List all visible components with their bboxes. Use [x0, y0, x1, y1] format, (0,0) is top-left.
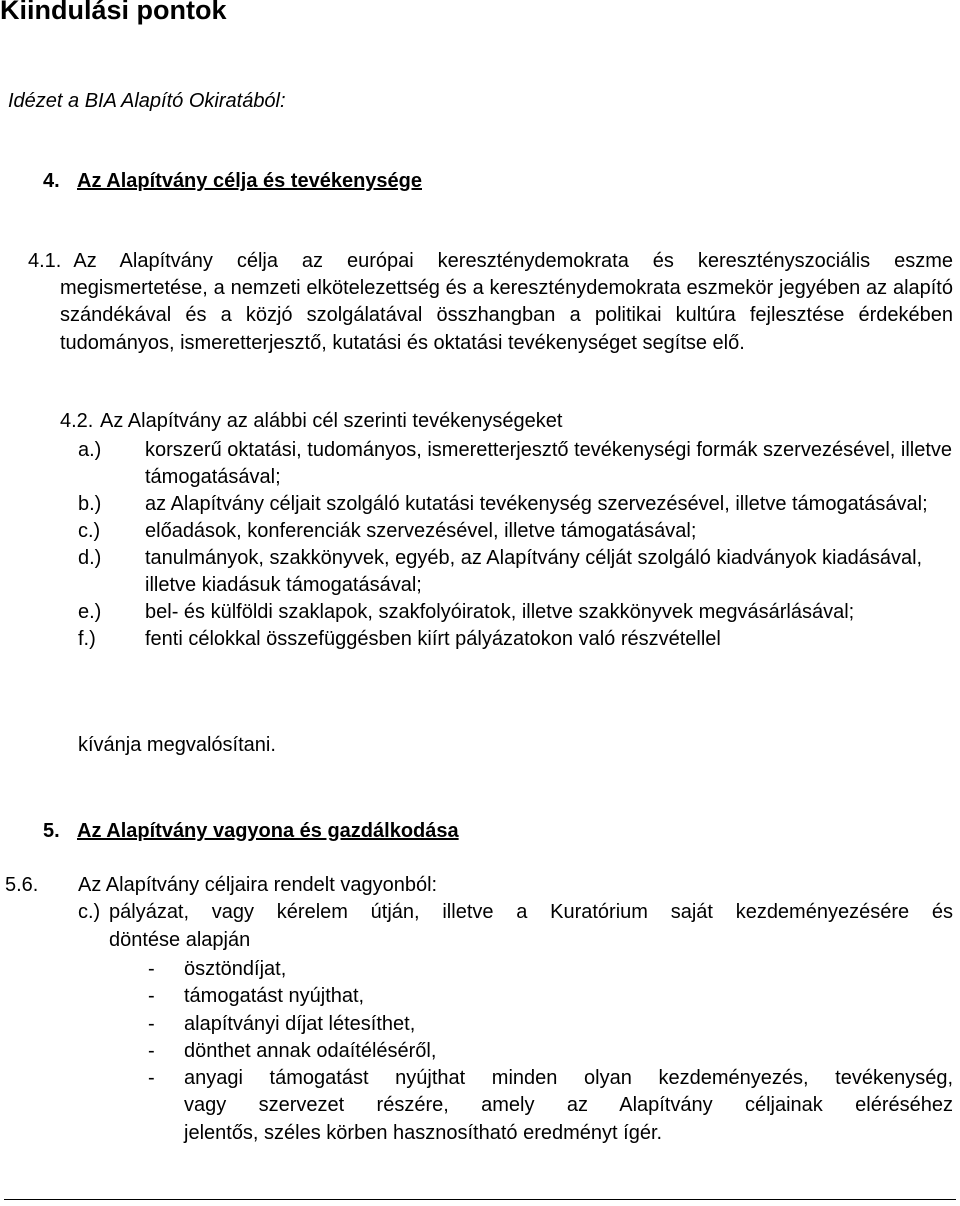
list-item-letter: c.)	[78, 520, 101, 542]
list-item-letter: e.)	[78, 601, 102, 623]
list-item-text: ösztöndíjat,	[184, 958, 287, 980]
paragraph-4-1-text: Az Alapítvány célja az európai kereszténydemokrata és keresztényszociális eszme megismertetése, a nemzeti elkötelezettség és a kereszténydemokrata eszmekör jegyében az alapító szándékával és a közjó szolgálatával összhangban a politikai kultúra fejlesztése érdekében tudományos, ismeretterjesztő, kutatási és oktatási tevékenységet segítse elő.	[60, 250, 953, 354]
paragraph-5-6-label: 5.6.	[5, 874, 39, 896]
list-item-line: anyagi támogatást nyújthat minden olyan kezdeményezés, tevékenység,	[184, 1067, 953, 1090]
list-item	[78, 599, 958, 626]
section-4-title: Az Alapítvány célja és tevékenysége	[77, 170, 422, 192]
closing-text: kívánja megvalósítani.	[78, 734, 276, 756]
list-item-text: bel- és külföldi szaklapok, szakfolyóiratok, illetve szakkönyvek megvásárlásával;	[145, 601, 855, 623]
section-4-number: 4.	[43, 170, 60, 192]
list-item-letter: f.)	[78, 628, 96, 650]
section-4-heading	[43, 168, 422, 194]
dash-marker: -	[148, 1067, 155, 1090]
list-item	[78, 518, 958, 545]
paragraph-c-label: c.)	[78, 901, 101, 923]
list-item-letter: a.)	[78, 439, 102, 461]
dash-marker: -	[148, 1012, 155, 1035]
list-item	[78, 545, 958, 599]
list-item	[148, 1065, 953, 1147]
paragraph-c-line-1	[78, 899, 953, 927]
list-item-letter: b.)	[78, 493, 102, 515]
paragraph-c	[78, 899, 953, 954]
list-item-text: korszerű oktatási, tudományos, ismeretterjesztő tevékenységi formák szervezésével, illetve támogatásával;	[145, 439, 953, 488]
paragraph-4-2-text: Az Alapítvány az alábbi cél szerinti tevékenységeket	[100, 410, 563, 432]
list-item-letter: d.)	[78, 547, 102, 569]
list-item-line: jelentős, széles körben hasznosítható eredményt ígér.	[184, 1121, 663, 1144]
list-item	[78, 626, 958, 653]
list-item	[148, 1011, 953, 1038]
dash-marker: -	[148, 1039, 155, 1062]
list-item-text: tanulmányok, szakkönyvek, egyéb, az Alapítvány célját szolgáló kiadványok kiadásával, illetve kiadásuk támogatásával;	[145, 547, 923, 596]
paragraph-4-1	[28, 248, 953, 357]
list-item-text: dönthet annak odaítéléséről,	[184, 1039, 437, 1062]
paragraph-4-1-label: 4.1.	[28, 250, 62, 272]
dash-marker: -	[148, 985, 155, 1008]
paragraph-5-6-text: Az Alapítvány céljaira rendelt vagyonból:	[78, 874, 438, 896]
section-5-title: Az Alapítvány vagyona és gazdálkodása	[77, 820, 459, 842]
paragraph-4-2	[60, 408, 562, 435]
dash-list	[148, 956, 953, 1147]
list-item-text: támogatást nyújthat,	[184, 985, 365, 1008]
list-item	[78, 437, 958, 491]
section-5-number: 5.	[43, 820, 60, 842]
list-item	[148, 1038, 953, 1065]
section-5-heading	[43, 818, 459, 844]
list-item	[148, 983, 953, 1010]
activity-list	[78, 437, 958, 653]
list-item	[78, 491, 958, 518]
footer-divider	[4, 1199, 956, 1200]
paragraph-c-line-2: döntése alapján	[109, 928, 251, 951]
list-item-text: alapítványi díjat létesíthet,	[184, 1012, 416, 1035]
paragraph-4-2-label: 4.2.	[60, 410, 94, 432]
dash-marker: -	[148, 958, 155, 980]
list-item-text: előadások, konferenciák szervezésével, illetve támogatásával;	[145, 520, 697, 542]
list-item-text: fenti célokkal összefüggésben kiírt pályázatokon való részvétellel	[145, 628, 721, 650]
list-item-line: vagy szervezet részére, amely az Alapítvány céljainak eléréséhez	[184, 1094, 953, 1117]
list-item-text: az Alapítvány céljait szolgáló kutatási tevékenység szervezésével, illetve támogatásával;	[145, 493, 928, 515]
quote-intro: Idézet a BIA Alapító Okiratából:	[8, 90, 286, 112]
list-item-text	[184, 1065, 953, 1147]
paragraph-5-6	[5, 872, 437, 899]
page-title: Kiindulási pontok	[0, 0, 227, 25]
paragraph-c-text: pályázat, vagy kérelem útján, illetve a Kuratórium saját kezdeményezésére és	[109, 901, 953, 923]
list-item	[148, 956, 953, 983]
